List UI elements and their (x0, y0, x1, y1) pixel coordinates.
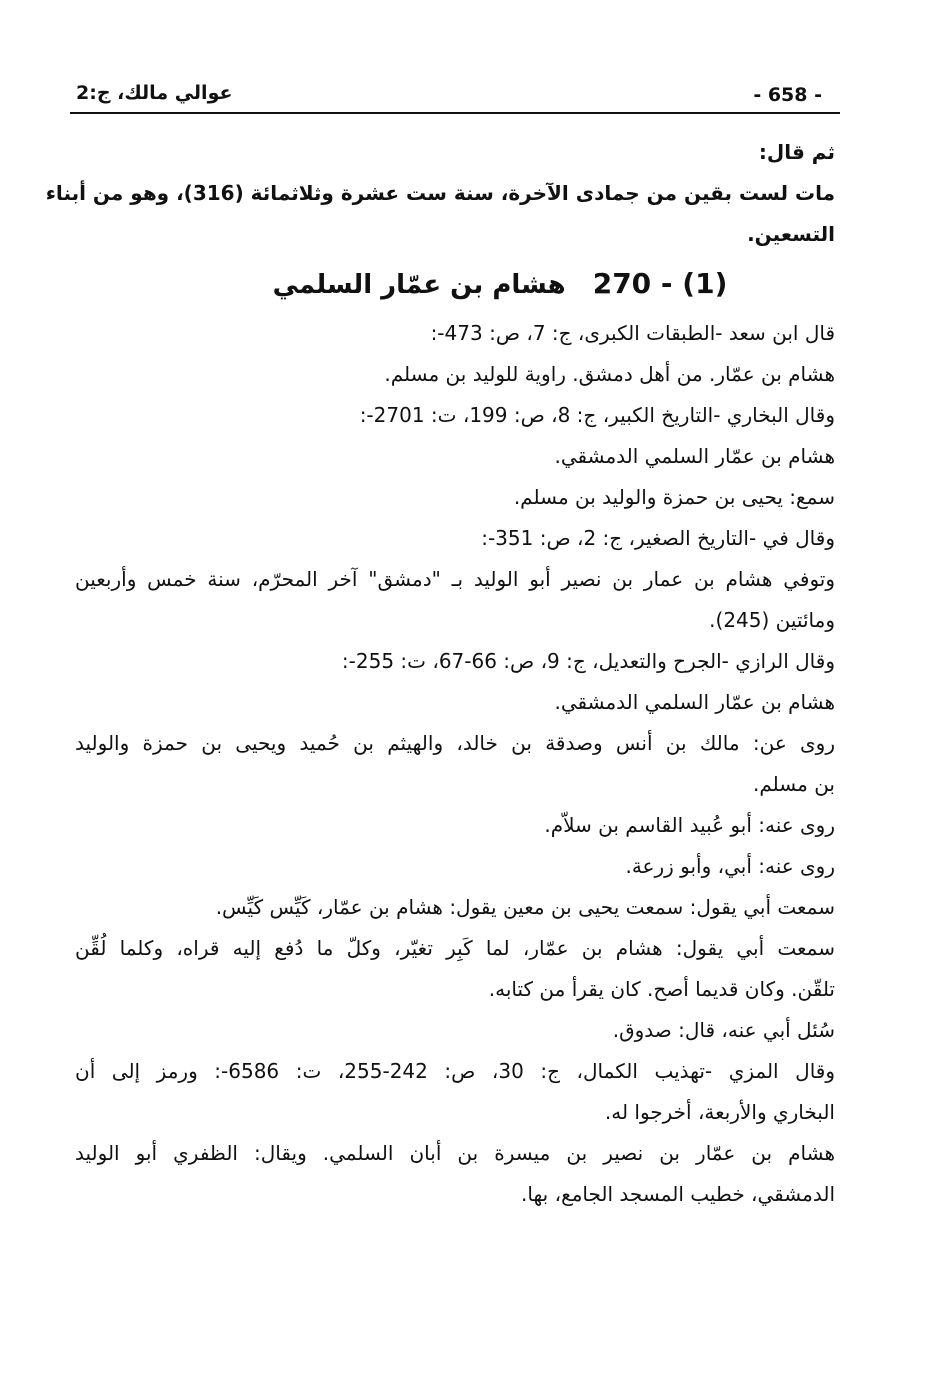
intro-line: ثم قال: (758, 140, 835, 164)
text-line: وقال المزي -تهذيب الكمال، ج: 30، ص: 242-255، ت: 6586-: ورمز إلى أن (75, 1059, 836, 1083)
entry-number: 270 - (1) (592, 267, 728, 300)
text-line: روى عنه: أبي، وأبو زرعة. (625, 854, 835, 878)
text-line: روى عنه: أبو عُبيد القاسم بن سلاّم. (544, 813, 835, 837)
text-line: هشام بن عمّار بن نصير بن ميسرة بن أبان السلمي. ويقال: الظفري أبو الوليد (75, 1141, 835, 1165)
text-line: قال ابن سعد -الطبقات الكبرى، ج: 7، ص: 473-: (430, 321, 835, 345)
entry-name: هشام بن عمّار السلمي (272, 270, 566, 300)
text-line: روى عن: مالك بن أنس وصدقة بن خالد، والهيثم بن حُميد ويحيى بن حمزة والوليد (75, 731, 835, 755)
entry-heading (75, 255, 835, 313)
page-header (70, 78, 840, 114)
text-line: وقال الرازي -الجرح والتعديل، ج: 9، ص: 66-67، ت: 255-: (341, 649, 835, 673)
text-line: هشام بن عمّار. من أهل دمشق. راوية للوليد بن مسلم. (384, 362, 835, 386)
page-number: - 658 - (753, 84, 822, 106)
text-line: البخاري والأربعة، أخرجوا له. (604, 1100, 835, 1124)
text-line: وقال البخاري -التاريخ الكبير، ج: 8، ص: 199، ت: 2701-: (359, 403, 835, 427)
text-line: وتوفي هشام بن عمار بن نصير أبو الوليد بـ "دمشق" آخر المحرّم، سنة خمس وأربعين (75, 567, 835, 591)
text-line: الدمشقي، خطيب المسجد الجامع، بها. (521, 1182, 835, 1206)
running-title: عوالي مالك، ج:2 (76, 82, 233, 104)
text-line: تلقّن. وكان قديما أصح. كان يقرأ من كتابه. (488, 977, 835, 1001)
text-line: سمعت أبي يقول: هشام بن عمّار، لما كَبِر تغيّر، وكلّ ما دُفع إليه قراه، وكلما لُقِّن (75, 936, 835, 960)
text-line: سمع: يحيى بن حمزة والوليد بن مسلم. (513, 485, 835, 509)
text-line: سمعت أبي يقول: سمعت يحيى بن معين يقول: هشام بن عمّار، كَيِّس كَيِّس. (215, 895, 835, 919)
intro-line: مات لست بقين من جمادى الآخرة، سنة ست عشرة وثلاثمائة (316)، وهو من أبناء (45, 181, 835, 205)
text-line: ومائتين (245). (709, 608, 835, 632)
text-line: وقال في -التاريخ الصغير، ج: 2، ص: 351-: (481, 526, 835, 550)
text-line: بن مسلم. (753, 772, 835, 796)
text-line: سُئل أبي عنه، قال: صدوق. (612, 1018, 835, 1042)
text-line: هشام بن عمّار السلمي الدمشقي. (554, 690, 835, 714)
intro-line: التسعين. (747, 222, 835, 246)
page-body (45, 132, 836, 1215)
text-line: هشام بن عمّار السلمي الدمشقي. (554, 444, 835, 468)
